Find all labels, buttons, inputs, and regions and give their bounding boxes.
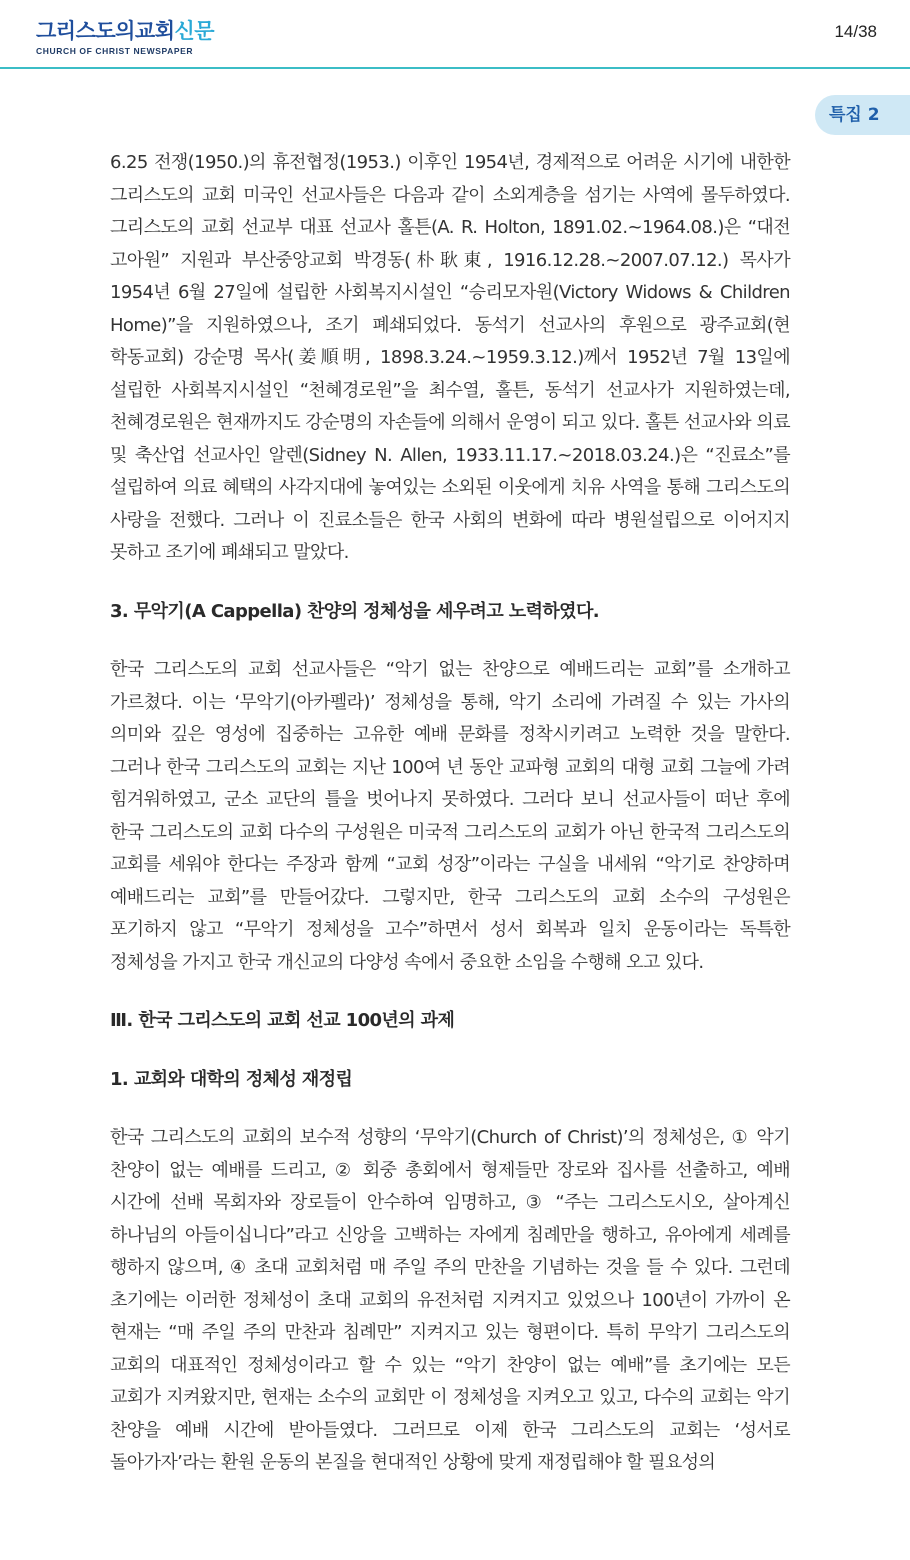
newspaper-logo[interactable] [36,20,214,56]
heading-identity: 1. 교회와 대학의 정체성 재정립 [110,1068,353,1090]
logo-korean-accent: 신문 [174,19,215,43]
logo-english: CHURCH OF CHRIST NEWSPAPER [36,46,194,56]
page-header [0,0,910,69]
paragraph-welfare-ministry: 6.25 전쟁(1950.)의 휴전협정(1953.) 이후인 1954년, 경제적으로 어려운 시기에 내한한 그리스도의 교회 미국인 선교사들은 다음과 같이 소외계층을 섬기는 사역에 몰두하였다. 그리스도의 교회 선교부 대표 선교사 홀튼(A. R. Holton, 1891.02.~1964.08.)은 “대전 고아원” 지원과 부산중앙교회 박경동(朴耿東, 1916.12.28.~2007.07.12.) 목사가 1954년 6월 27일에 설립한 사회복지시설인 “승리모자원(Victory Widows & Children Home)”을 지원하였으나, 조기 폐쇄되었다. 동석기 선교사의 후원으로 광주교회(현 학동교회) 강순명 목사(姜順明, 1898.3.24.~1959.3.12.)께서 1952년 7월 13일에 설립한 사회복지시설인 “천혜경로원”을 최수열, 홀튼, 동석기 선교사가 지원하였는데, 천혜경로원은 현재까지도 강순명의 자손들에 의해서 운영이 되고 있다. 홀튼 선교사와 의료 및 축산업 선교사인 알렌(Sidney N. Allen, 1933.11.17.~2018.03.24.)은 “진료소”를 설립하여 의료 혜택의 사각지대에 놓여있는 소외된 이웃에게 치유 사역을 통해 그리스도의 사랑을 전했다. 그러나 이 진료소들은 한국 사회의 변화에 따라 병원설립으로 이어지지 못하고 조기에 폐쇄되고 말았다. [110,152,790,563]
logo-korean [36,20,214,42]
page-number: 14/38 [834,22,877,41]
heading-section-three: Ⅲ. 한국 그리스도의 교회 선교 100년의 과제 [110,1010,455,1031]
logo-korean-main: 그리스도의교회 [36,19,175,43]
paragraph-identity: 한국 그리스도의 교회의 보수적 성향의 ‘무악기(Church of Christ)’의 정체성은, ① 악기 찬양이 없는 예배를 드리고, ② 회중 총회에서 형제들만 장로와 집사를 선출하고, 예배 시간에 선배 목회자와 장로들이 안수하여 임명하고, ③ “주는 그리스도시오, 살아계신 하나님의 아들이십니다”라고 신앙을 고백하는 자에게 침례만을 행하고, 유아에게 세례를 행하지 않으며, ④ 초대 교회처럼 매 주일 주의 만찬을 기념하는 것을 들 수 있다. 그런데 초기에는 이러한 정체성이 초대 교회의 유전처럼 지켜지고 있었으나 100년이 가까이 온 현재는 “매 주일 주의 만찬과 침례만” 지켜지고 있는 형편이다. 특히 무악기 그리스도의 교회의 대표적인 정체성이라고 할 수 있는 “악기 찬양이 없는 예배”를 초기에는 모든 교회가 지켜왔지만, 현재는 소수의 교회만 이 정체성을 지켜오고 있고, 다수의 교회는 악기 찬양을 예배 시간에 받아들였다. 그러므로 이제 한국 그리스도의 교회는 ‘성서로 돌아가자’라는 환원 운동의 본질을 현대적인 상황에 맞게 재정립해야 할 필요성의 [110,1127,790,1473]
article-body [110,147,790,1480]
section-badge: 특집 2 [815,95,910,135]
paragraph-a-cappella: 한국 그리스도의 교회 선교사들은 “악기 없는 찬양으로 예배드리는 교회”를 소개하고 가르쳤다. 이는 ‘무악기(아카펠라)’ 정체성을 통해, 악기 소리에 가려질 수 있는 가사의 의미와 깊은 영성에 집중하는 고유한 예배 문화를 정착시키려고 노력한 것을 말한다. 그러나 한국 그리스도의 교회는 지난 100여 년 동안 교파형 교회의 대형 교회 그늘에 가려 힘겨워하였고, 군소 교단의 틀을 벗어나지 못하였다. 그러다 보니 선교사들이 떠난 후에 한국 그리스도의 교회 다수의 구성원은 미국적 그리스도의 교회가 아닌 한국적 그리스도의 교회를 세워야 한다는 주장과 함께 “교회 성장”이라는 구실을 내세워 “악기로 찬양하며 예배드리는 교회”를 만들어갔다. 그렇지만, 한국 그리스도의 교회 소수의 구성원은 포기하지 않고 “무악기 정체성을 고수”하면서 성서 회복과 일치 운동이라는 독특한 정체성을 가지고 한국 개신교의 다양성 속에서 중요한 소임을 수행해 오고 있다. [110,659,790,973]
heading-a-cappella: 3. 무악기(A Cappella) 찬양의 정체성을 세우려고 노력하였다. [110,600,599,622]
